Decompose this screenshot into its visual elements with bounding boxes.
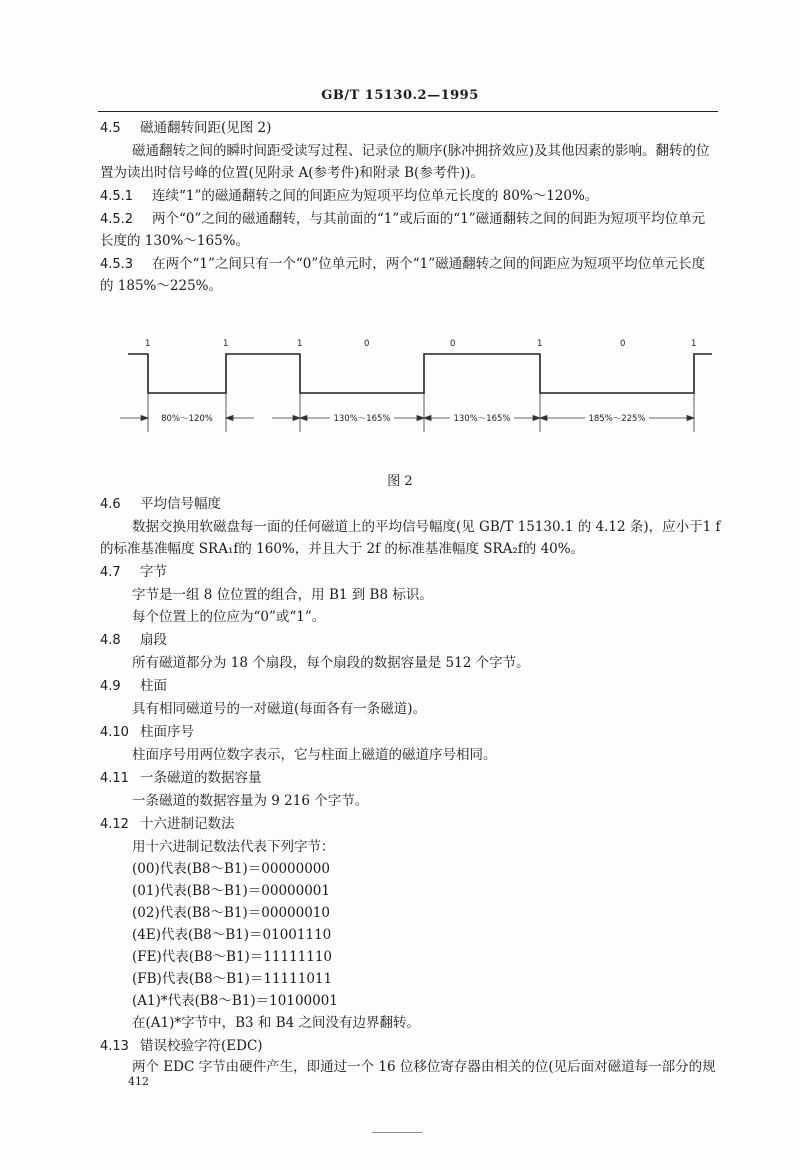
- paragraph-line: 字节是一组 8 位位置的组合，用 B1 到 B8 标识。: [132, 587, 433, 603]
- interval-label: 80%～120%: [161, 414, 213, 424]
- hex-example-line: (FE)代表(B8～B1)＝11111110: [132, 949, 333, 965]
- paragraph-line: 数据交换用软磁盘每一面的任何磁道上的平均信号幅度(见 GB/T 15130.1 的 4.12 条)，应小于1 f: [132, 519, 721, 535]
- section-4-9-heading: [100, 677, 167, 696]
- paragraph-line: 在(A1)*字节中，B3 和 B4 之间没有边界翻转。: [132, 1015, 421, 1031]
- clause-4-5-2: [100, 210, 705, 229]
- interval-label: 130%～165%: [333, 414, 391, 424]
- page-header: GB/T 15130.2—1995: [321, 88, 479, 103]
- bit-label: 0: [364, 339, 370, 349]
- section-title: 磁通翻转间距(见图 2): [140, 120, 272, 136]
- bit-label: 1: [145, 339, 151, 349]
- clause-text: 两个“0”之间的磁通翻转，与其前面的“1”或后面的“1”磁通翻转之间的间距为短项平均位单元: [152, 211, 706, 227]
- section-number: 4.5.3: [100, 257, 134, 272]
- section-4-6-heading: [100, 495, 221, 514]
- paragraph-line: 的标准基准幅度 SRA₁f的 160%，并且大于 2f 的标准基准幅度 SRA₂f的 40%。: [100, 541, 585, 557]
- bit-label: 1: [223, 339, 229, 349]
- section-title: 扇段: [140, 632, 167, 648]
- section-number: 4.11: [100, 771, 129, 786]
- paragraph-line: 长度的 130%～165%。: [100, 233, 249, 249]
- bit-label: 1: [297, 339, 303, 349]
- section-number: 4.8: [100, 633, 121, 648]
- footer-rule: [372, 1132, 422, 1133]
- paragraph-line: 所有磁道都分为 18 个扇段，每个扇段的数据容量是 512 个字节。: [132, 655, 530, 671]
- hex-example-line: (FB)代表(B8～B1)＝11111011: [132, 971, 333, 987]
- hex-example-line: (4E)代表(B8～B1)＝01001110: [132, 927, 332, 943]
- section-title: 一条磁道的数据容量: [140, 770, 262, 786]
- bit-label: 0: [450, 339, 456, 349]
- section-4-11-heading: [100, 769, 262, 788]
- hex-example-line: (01)代表(B8～B1)＝00000001: [132, 883, 330, 899]
- section-4-13-heading: [100, 1037, 263, 1056]
- paragraph-line: 用十六进制记数法代表下列字节：: [132, 839, 335, 855]
- bit-label: 1: [691, 339, 697, 349]
- section-title: 柱面: [140, 678, 167, 694]
- section-4-7-heading: [100, 563, 167, 582]
- paragraph-line: 两个 EDC 字节由硬件产生，即通过一个 16 位移位寄存器由相关的位(见后面对磁道每一部分的规: [132, 1059, 716, 1075]
- bit-label: 1: [537, 339, 543, 349]
- flux-transition-waveform: [0, 330, 800, 440]
- section-number: 4.12: [100, 817, 129, 832]
- paragraph-line: 具有相同磁道号的一对磁道(每面各有一条磁道)。: [132, 701, 427, 717]
- section-number: 4.5: [100, 121, 121, 136]
- paragraph-line: 的 185%～225%。: [100, 278, 222, 294]
- section-title: 柱面序号: [140, 724, 194, 740]
- section-number: 4.13: [100, 1039, 129, 1054]
- paragraph-line: 磁通翻转之间的瞬时间距受读写过程、记录位的顺序(脉冲拥挤效应)及其他因素的影响。翻转的位: [132, 143, 710, 159]
- header-rule: [98, 111, 718, 112]
- section-number: 4.9: [100, 679, 121, 694]
- paragraph-line: 每个位置上的位应为“0”或“1”。: [132, 609, 326, 625]
- bit-label: 0: [620, 339, 626, 349]
- clause-4-5-3: [100, 255, 705, 274]
- section-title: 字节: [140, 564, 167, 580]
- interval-label: 130%～165%: [453, 414, 511, 424]
- hex-example-line: (A1)*代表(B8～B1)＝10100001: [132, 993, 338, 1009]
- paragraph-line: 置为读出时信号峰的位置(见附录 A(参考件)和附录 B(参考件))。: [100, 165, 484, 181]
- page-number: 412: [128, 1075, 149, 1088]
- section-number: 4.7: [100, 565, 121, 580]
- section-4-5-heading: [100, 119, 271, 138]
- section-4-8-heading: [100, 631, 167, 650]
- clause-4-5-1: [100, 187, 598, 206]
- hex-example-line: (02)代表(B8～B1)＝00000010: [132, 905, 330, 921]
- section-number: 4.10: [100, 725, 129, 740]
- section-title: 十六进制记数法: [140, 816, 235, 832]
- paragraph-line: 一条磁道的数据容量为 9 216 个字节。: [132, 793, 369, 809]
- waveform-line: [128, 354, 712, 393]
- clause-text: 连续“1”的磁通翻转之间的间距应为短项平均位单元长度的 80%～120%。: [152, 188, 599, 204]
- section-title: 错误校验字符(EDC): [140, 1038, 263, 1054]
- section-title: 平均信号幅度: [140, 496, 221, 512]
- section-4-10-heading: [100, 723, 194, 742]
- paragraph-line: 柱面序号用两位数字表示，它与柱面上磁道的磁道序号相同。: [132, 747, 497, 763]
- section-number: 4.5.1: [100, 189, 134, 204]
- clause-text: 在两个“1”之间只有一个“0”位单元时，两个“1”磁通翻转之间的间距应为短项平均位单元长度: [152, 256, 706, 272]
- figure-caption: 图 2: [387, 474, 413, 489]
- interval-label: 185%～225%: [588, 414, 646, 424]
- hex-example-line: (00)代表(B8～B1)＝00000000: [132, 861, 330, 877]
- section-number: 4.6: [100, 497, 121, 512]
- section-4-12-heading: [100, 815, 235, 834]
- section-number: 4.5.2: [100, 212, 134, 227]
